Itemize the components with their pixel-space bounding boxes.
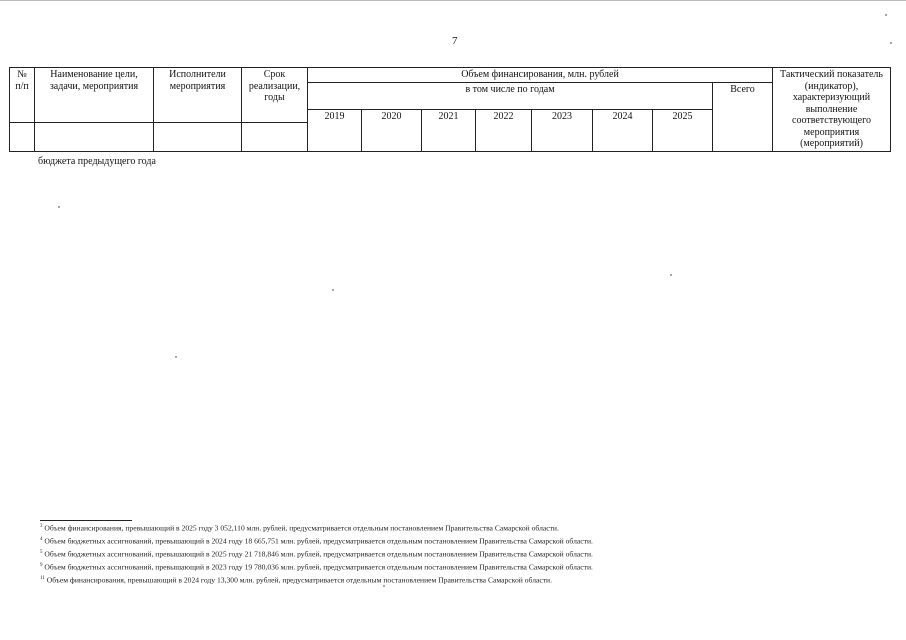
- page-top-edge: [0, 0, 906, 1]
- scan-speck: [332, 289, 334, 291]
- scan-speck: [890, 42, 892, 44]
- header-total: Всего: [713, 82, 773, 151]
- header-term-blank: [242, 122, 308, 151]
- header-by-years: в том числе по годам: [308, 82, 713, 109]
- header-year-2020: 2020: [362, 109, 422, 151]
- header-year-2022: 2022: [476, 109, 532, 151]
- scan-speck: [383, 585, 385, 587]
- financing-table: [9, 67, 891, 152]
- scan-speck: [175, 356, 177, 358]
- header-executors-blank: [154, 122, 242, 151]
- footnote-line: $^4$ Объем бюджетных ассигнований, превышающий в 2024 году 18 665,751 млн. рублей, предусматривается отдельным постановлением Правительства Самарской области.: [40, 536, 593, 546]
- footnotes: [40, 521, 900, 586]
- header-executors: Исполнители мероприятия: [154, 68, 242, 123]
- header-name-blank: [35, 122, 154, 151]
- footnote-line: $^{11}$ Объем финансирования, превышающий в 2024 году 13,300 млн. рублей, предусматривается отдельным постановлением Правительства Самарской области.: [40, 575, 553, 585]
- header-financing: Объем финансирования, млн. рублей: [308, 68, 773, 83]
- footnote-line: $^5$ Объем бюджетных ассигнований, превышающий в 2025 году 21 718,846 млн. рублей, предусматривается отдельным постановлением Правительства Самарской области.: [40, 549, 593, 559]
- page-number: 7: [452, 35, 458, 47]
- header-num: № п/п: [10, 68, 35, 123]
- header-name: Наименование цели, задачи, мероприятия: [35, 68, 154, 123]
- header-term: Срок реализации, годы: [242, 68, 308, 123]
- header-year-2021: 2021: [422, 109, 476, 151]
- header-year-2023: 2023: [532, 109, 593, 151]
- scan-speck: [885, 14, 887, 16]
- continuation-text: бюджета предыдущего года: [38, 156, 156, 167]
- header-num-blank: [10, 122, 35, 151]
- footnote-line: $^3$ Объем финансирования, превышающий в 2025 году 3 052,110 млн. рублей, предусматривается отдельным постановлением Правительства Самарской области.: [40, 523, 559, 533]
- footnote-line: $^9$ Объем бюджетных ассигнований, превышающий в 2023 году 19 780,036 млн. рублей, предусматривается отдельным постановлением Правительства Самарской области.: [40, 562, 593, 572]
- header-year-2024: 2024: [593, 109, 653, 151]
- scan-speck: [58, 206, 60, 208]
- header-indicator: Тактический показатель (индикатор), характеризующий выполнение соответствующего мероприятия (мероприятий): [773, 68, 891, 152]
- header-year-2019: 2019: [308, 109, 362, 151]
- header-year-2025: 2025: [653, 109, 713, 151]
- scan-speck: [670, 274, 672, 276]
